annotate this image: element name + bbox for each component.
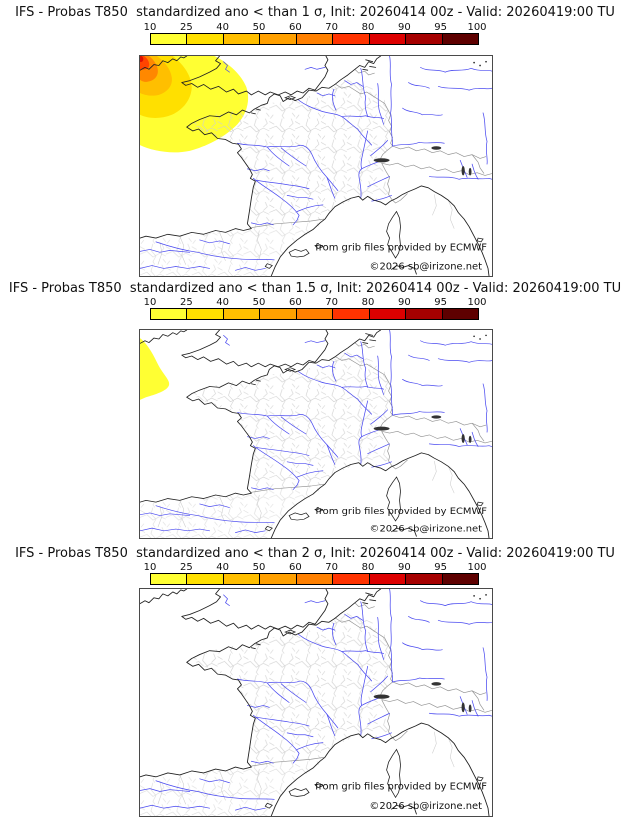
colorbar-tick-label: 80 <box>361 297 375 308</box>
colorbar-segment <box>443 34 478 44</box>
colorbar-segment <box>297 574 333 584</box>
colorbar-segment <box>370 574 406 584</box>
colorbar-tick-label: 70 <box>325 297 339 308</box>
colorbar-tick-label: 80 <box>361 562 375 573</box>
colorbar-segment <box>333 34 369 44</box>
colorbar-tick-label: 80 <box>361 22 375 33</box>
panel1-map-svg <box>140 56 492 276</box>
colorbar-tick-label: 10 <box>143 562 157 573</box>
colorbar-tick-label: 10 <box>143 297 157 308</box>
colorbar-segment <box>260 34 296 44</box>
colorbar-tick-label: 60 <box>288 562 302 573</box>
colorbar-tick-label: 40 <box>216 562 230 573</box>
colorbar-segment <box>333 574 369 584</box>
colorbar-tick-label: 90 <box>397 22 411 33</box>
attribution-copyright: ©2026 sb@irizone.net <box>369 524 483 535</box>
colorbar-segment <box>187 309 223 319</box>
colorbar-segment <box>224 34 260 44</box>
colorbar-segment <box>151 34 187 44</box>
attribution-source: from grib files provided by ECMWF <box>315 242 488 254</box>
colorbar-segment <box>297 309 333 319</box>
colorbar-segment <box>260 309 296 319</box>
colorbar-tick-label: 95 <box>434 297 448 308</box>
colorbar-tick-label: 50 <box>252 562 266 573</box>
panel2-map <box>139 329 493 539</box>
panel3-colorbar <box>150 573 479 585</box>
colorbar-tick-label: 100 <box>467 562 487 573</box>
colorbar-segment <box>297 34 333 44</box>
colorbar-tick-label: 70 <box>325 22 339 33</box>
colorbar-tick-label: 40 <box>216 297 230 308</box>
colorbar-segment <box>260 574 296 584</box>
colorbar-tick-label: 40 <box>216 22 230 33</box>
panel3-title: IFS - Probas T850 standardized ano < than 2 σ, Init: 20260414 00z - Valid: 20260419:00 TU <box>15 546 615 561</box>
attribution-source: from grib files provided by ECMWF <box>315 781 488 793</box>
panel2-colorbar-ticks <box>143 297 487 308</box>
attribution-source: from grib files provided by ECMWF <box>315 506 488 517</box>
attribution-copyright: ©2026 sb@irizone.net <box>369 801 483 813</box>
colorbar-segment <box>370 309 406 319</box>
colorbar-segment <box>151 309 187 319</box>
panel1-map <box>139 55 493 277</box>
panel2-map-svg <box>140 330 492 538</box>
colorbar-segment <box>443 574 478 584</box>
colorbar-segment <box>406 309 442 319</box>
colorbar-tick-label: 95 <box>434 562 448 573</box>
panel1-colorbar <box>150 33 479 45</box>
colorbar-tick-label: 50 <box>252 297 266 308</box>
panel1-colorbar-ticks <box>143 22 487 33</box>
colorbar-segment <box>406 34 442 44</box>
colorbar-tick-label: 60 <box>288 22 302 33</box>
attribution-copyright: ©2026 sb@irizone.net <box>369 261 483 273</box>
colorbar-tick-label: 25 <box>179 22 193 33</box>
colorbar-segment <box>443 309 478 319</box>
colorbar-segment <box>406 574 442 584</box>
colorbar-segment <box>370 34 406 44</box>
colorbar-segment <box>151 574 187 584</box>
colorbar-tick-label: 90 <box>397 297 411 308</box>
panel3-map-svg <box>140 589 492 816</box>
panel2-title: IFS - Probas T850 standardized ano < than 1.5 σ, Init: 20260414 00z - Valid: 20260419:00 TU <box>8 281 622 296</box>
colorbar-tick-label: 50 <box>252 22 266 33</box>
colorbar-tick-label: 25 <box>179 297 193 308</box>
colorbar-tick-label: 95 <box>434 22 448 33</box>
colorbar-tick-label: 25 <box>179 562 193 573</box>
colorbar-segment <box>187 574 223 584</box>
panel3-map <box>139 588 493 817</box>
panel2-colorbar <box>150 308 479 320</box>
colorbar-segment <box>333 309 369 319</box>
colorbar-tick-label: 10 <box>143 22 157 33</box>
colorbar-tick-label: 100 <box>467 22 487 33</box>
panel1-title: IFS - Probas T850 standardized ano < than 1 σ, Init: 20260414 00z - Valid: 20260419:00 TU <box>15 5 615 20</box>
colorbar-tick-label: 100 <box>467 297 487 308</box>
panel3-colorbar-ticks <box>143 562 487 573</box>
colorbar-tick-label: 70 <box>325 562 339 573</box>
colorbar-segment <box>187 34 223 44</box>
colorbar-segment <box>224 574 260 584</box>
colorbar-segment <box>224 309 260 319</box>
colorbar-tick-label: 90 <box>397 562 411 573</box>
colorbar-tick-label: 60 <box>288 297 302 308</box>
